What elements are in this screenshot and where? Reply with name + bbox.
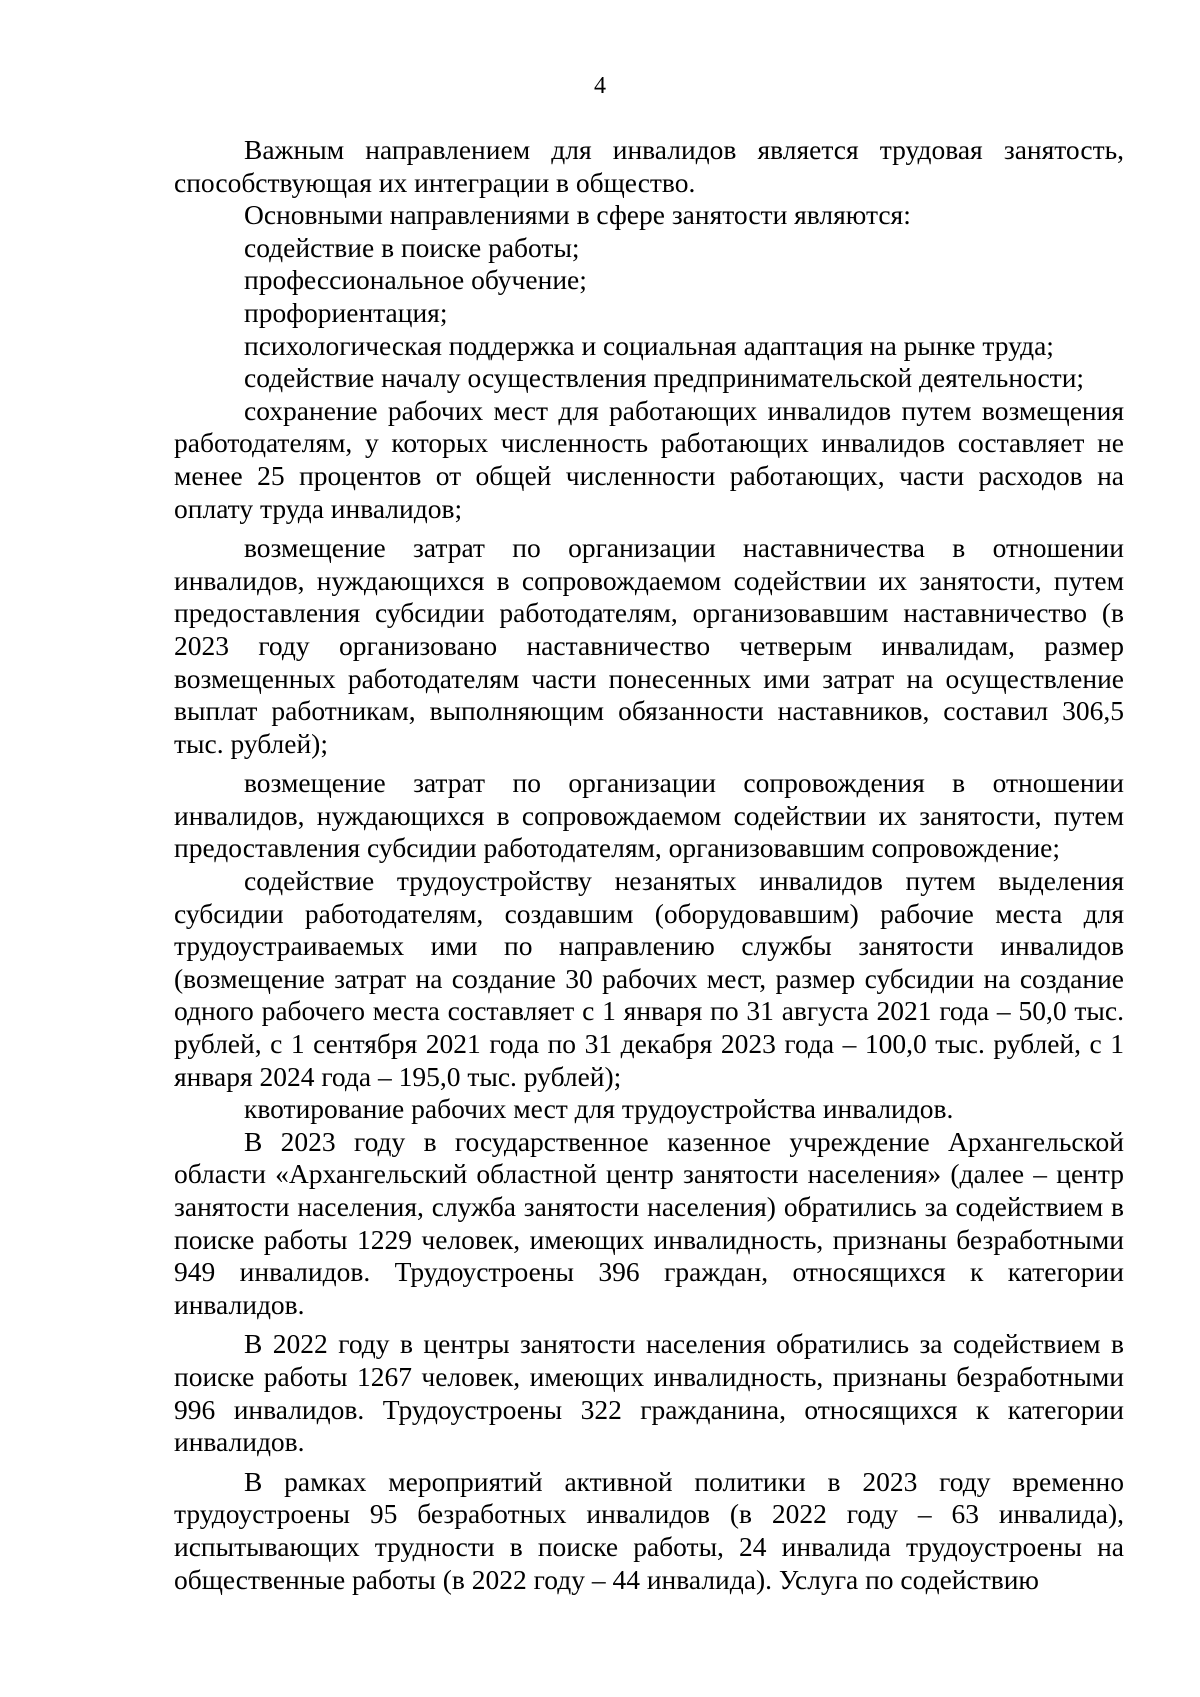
list-item-mentoring: возмещение затрат по организации наставничества в отношении инвалидов, нуждающихся в сопровождаемом содействии их занятости, путем предоставления субсидии работодателям, организовавшим наставничество (в 2023 году организовано наставничество четверым инвалидам, размер возмещенных работодателям части понесенных ими затрат на осуществление выплат работникам, выполняющим обязанности наставников, составил 306,5 тыс. рублей); <box>174 532 1124 759</box>
paragraph-2023-stats: В 2023 году в государственное казенное учреждение Архангельской области «Архангельский областной центр занятости населения» (далее – центр занятости населения, служба занятости населения) обратились за содействием в поиске работы 1229 человек, имеющих инвалидность, признаны безработными 949 инвалидов. Трудоустроены 396 граждан, относящихся к категории инвалидов. <box>174 1125 1124 1320</box>
list-item-job-search: содействие в поиске работы; <box>244 231 580 263</box>
list-item-job-retention: сохранение рабочих мест для работающих инвалидов путем возмещения работодателям, у которых численность работающих инвалидов составляет не менее 25 процентов от общей численности работающих, части расходов на оплату труда инвалидов; <box>174 394 1124 524</box>
list-item-quota: квотирование рабочих мест для трудоустройства инвалидов. <box>244 1093 954 1125</box>
list-item-employment-subsidy: содействие трудоустройству незанятых инвалидов путем выделения субсидии работодателям, создавшим (оборудовавшим) рабочие места для трудоустраиваемых ими по направлению службы занятости инвалидов (возмещение затрат на создание 30 рабочих мест, размер субсидии на создание одного рабочего места составляет с 1 января по 31 августа 2021 года – 50,0 тыс. рублей, с 1 сентября 2021 года по 31 декабря 2023 года – 100,0 тыс. рублей, с 1 января 2024 года – 195,0 тыс. рублей); <box>174 865 1124 1092</box>
page-number: 4 <box>594 73 606 99</box>
list-item-accompaniment: возмещение затрат по организации сопровождения в отношении инвалидов, нуждающихся в сопровождаемом содействии их занятости, путем предоставления субсидии работодателям, организовавшим сопровождение; <box>174 767 1124 864</box>
document-body <box>174 134 1124 1596</box>
paragraph-2022-stats: В 2022 году в центры занятости населения обратились за содействием в поиске работы 1267 человек, имеющих инвалидность, признаны безработными 996 инвалидов. Трудоустроены 322 гражданина, относящихся к категории инвалидов. <box>174 1328 1124 1458</box>
list-item-career-guidance: профориентация; <box>244 296 448 328</box>
paragraph-intro: Важным направлением для инвалидов является трудовая занятость, способствующая их интеграции в общество. <box>174 134 1124 198</box>
paragraph-active-policy: В рамках мероприятий активной политики в 2023 году временно трудоустроены 95 безработных инвалидов (в 2022 году – 63 инвалида), испытывающих трудности в поиске работы, 24 инвалида трудоустроены на общественные работы (в 2022 году – 44 инвалида). Услуга по содействию <box>174 1465 1124 1595</box>
paragraph-list-header: Основными направлениями в сфере занятости являются: <box>244 199 911 231</box>
list-item-entrepreneurship: содействие началу осуществления предпринимательской деятельности; <box>244 362 1085 394</box>
list-item-training: профессиональное обучение; <box>244 264 587 296</box>
list-item-psychological-support: психологическая поддержка и социальная адаптация на рынке труда; <box>244 329 1054 361</box>
